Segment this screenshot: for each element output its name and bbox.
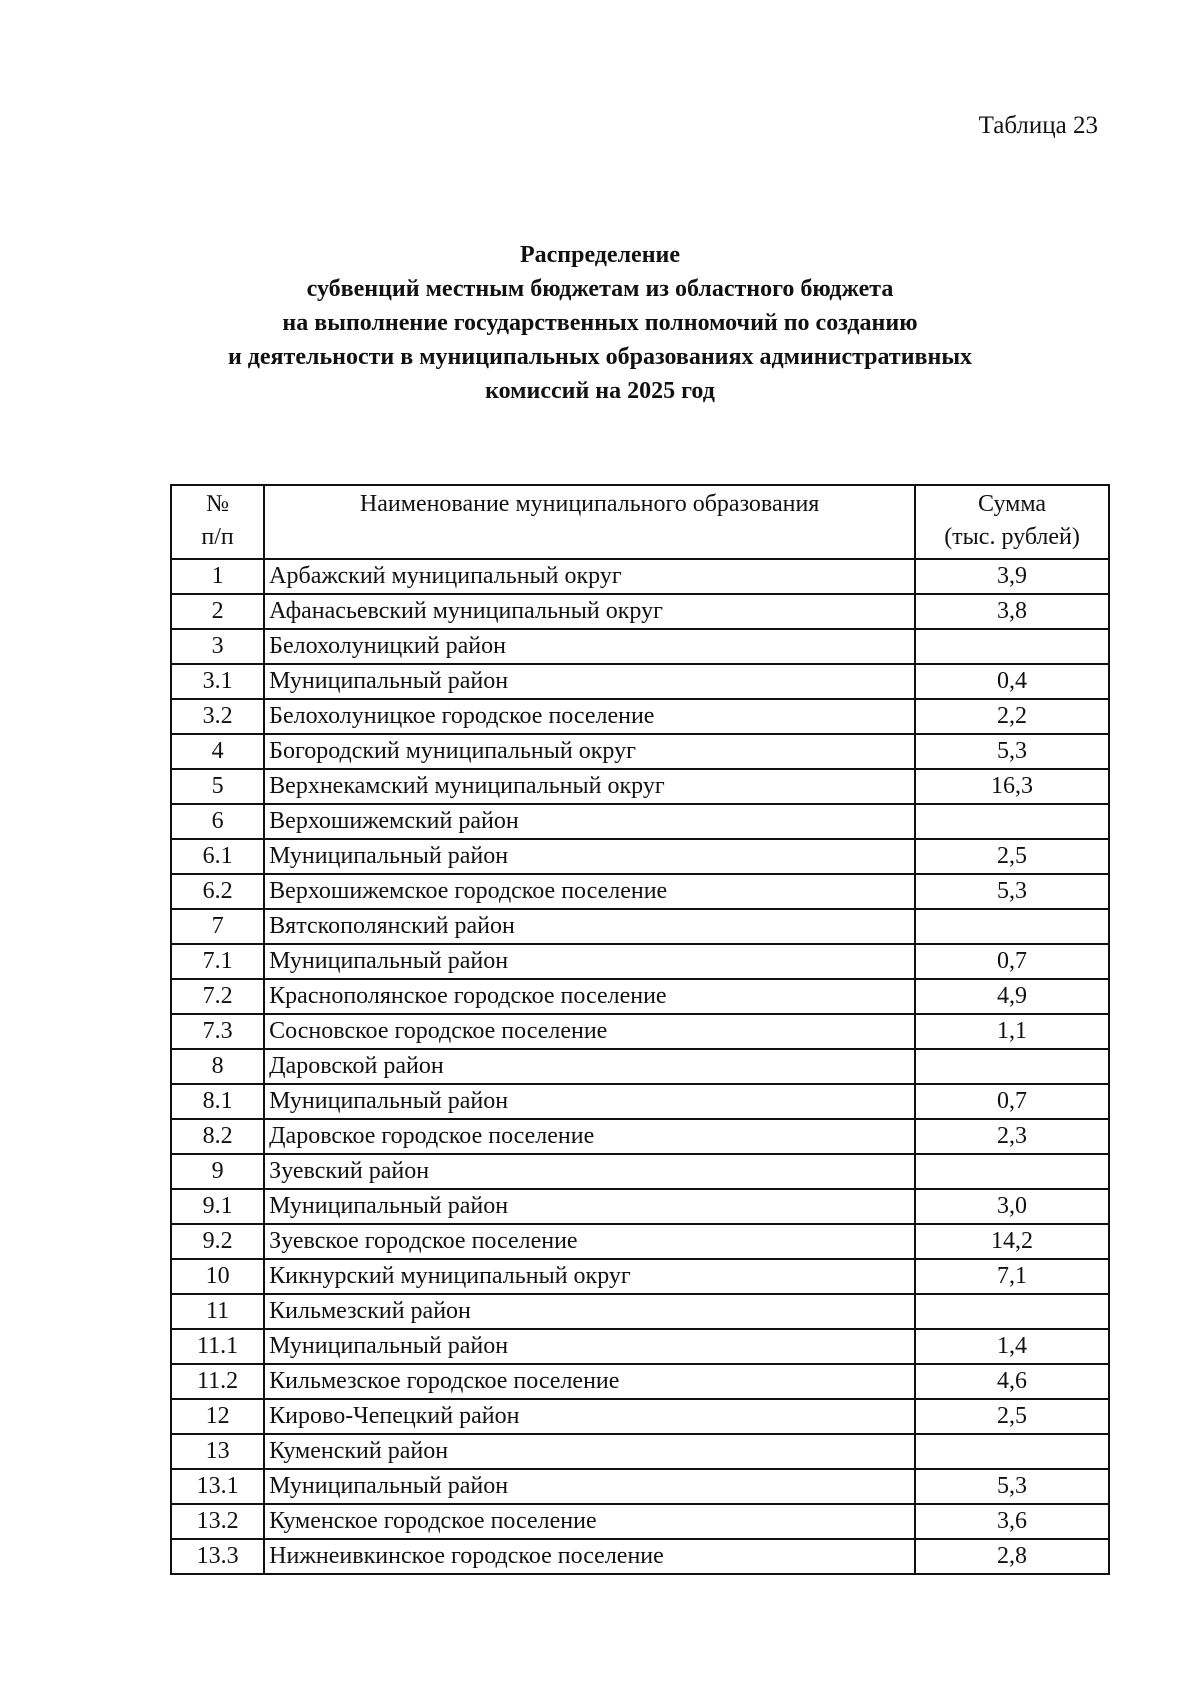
row-number: 9 <box>171 1154 264 1189</box>
table-row <box>171 1084 1109 1119</box>
table-row <box>171 1154 1109 1189</box>
row-sum: 1,4 <box>915 1329 1109 1364</box>
row-municipality-name: Кирово-Чепецкий район <box>264 1399 915 1434</box>
row-municipality-name: Верхошижемский район <box>264 804 915 839</box>
table-row <box>171 804 1109 839</box>
row-municipality-name: Арбажский муниципальный округ <box>264 559 915 594</box>
row-sum <box>915 804 1109 839</box>
table-row <box>171 734 1109 769</box>
row-number: 8.2 <box>171 1119 264 1154</box>
header-num-line2: п/п <box>201 524 234 550</box>
table-row <box>171 699 1109 734</box>
row-sum: 7,1 <box>915 1259 1109 1294</box>
row-number: 4 <box>171 734 264 769</box>
row-municipality-name: Муниципальный район <box>264 1469 915 1504</box>
row-number: 11.1 <box>171 1329 264 1364</box>
header-sum <box>915 485 1109 559</box>
row-municipality-name: Краснополянское городское поселение <box>264 979 915 1014</box>
row-sum <box>915 1154 1109 1189</box>
row-municipality-name: Вятскополянский район <box>264 909 915 944</box>
row-number: 13.1 <box>171 1469 264 1504</box>
row-sum: 3,0 <box>915 1189 1109 1224</box>
row-number: 11.2 <box>171 1364 264 1399</box>
table-row <box>171 769 1109 804</box>
row-number: 2 <box>171 594 264 629</box>
title-line: на выполнение государственных полномочий по созданию <box>282 310 918 336</box>
row-municipality-name: Муниципальный район <box>264 944 915 979</box>
row-number: 3 <box>171 629 264 664</box>
table-row <box>171 1364 1109 1399</box>
row-number: 1 <box>171 559 264 594</box>
row-number: 13.2 <box>171 1504 264 1539</box>
row-number: 9.1 <box>171 1189 264 1224</box>
table-row <box>171 839 1109 874</box>
row-municipality-name: Белохолуницкий район <box>264 629 915 664</box>
row-municipality-name: Муниципальный район <box>264 1189 915 1224</box>
title-line: комиссий на 2025 год <box>485 378 715 404</box>
row-municipality-name: Кильмезский район <box>264 1294 915 1329</box>
table-row <box>171 1189 1109 1224</box>
table-header <box>171 485 1109 559</box>
row-municipality-name: Муниципальный район <box>264 1084 915 1119</box>
row-sum <box>915 1049 1109 1084</box>
row-municipality-name: Даровское городское поселение <box>264 1119 915 1154</box>
table-row <box>171 1329 1109 1364</box>
document-title <box>0 238 1200 408</box>
row-municipality-name: Верхошижемское городское поселение <box>264 874 915 909</box>
row-number: 6.1 <box>171 839 264 874</box>
row-sum: 0,4 <box>915 664 1109 699</box>
row-number: 6 <box>171 804 264 839</box>
row-sum: 4,6 <box>915 1364 1109 1399</box>
row-sum: 5,3 <box>915 1469 1109 1504</box>
row-number: 13.3 <box>171 1539 264 1574</box>
row-municipality-name: Муниципальный район <box>264 664 915 699</box>
row-sum: 14,2 <box>915 1224 1109 1259</box>
table-row <box>171 1399 1109 1434</box>
row-sum: 4,9 <box>915 979 1109 1014</box>
row-number: 5 <box>171 769 264 804</box>
row-sum: 2,8 <box>915 1539 1109 1574</box>
row-sum: 2,2 <box>915 699 1109 734</box>
table-row <box>171 909 1109 944</box>
row-sum: 5,3 <box>915 734 1109 769</box>
row-municipality-name: Муниципальный район <box>264 1329 915 1364</box>
header-num <box>171 485 264 559</box>
table-row <box>171 874 1109 909</box>
row-number: 3.1 <box>171 664 264 699</box>
row-number: 7 <box>171 909 264 944</box>
table-row <box>171 629 1109 664</box>
title-line: и деятельности в муниципальных образованиях административных <box>227 344 973 370</box>
row-municipality-name: Кикнурский муниципальный округ <box>264 1259 915 1294</box>
row-number: 9.2 <box>171 1224 264 1259</box>
row-municipality-name: Афанасьевский муниципальный округ <box>264 594 915 629</box>
row-sum <box>915 629 1109 664</box>
row-sum <box>915 1294 1109 1329</box>
row-number: 3.2 <box>171 699 264 734</box>
table-row <box>171 1014 1109 1049</box>
row-municipality-name: Сосновское городское поселение <box>264 1014 915 1049</box>
row-number: 13 <box>171 1434 264 1469</box>
row-municipality-name: Белохолуницкое городское поселение <box>264 699 915 734</box>
row-municipality-name: Богородский муниципальный округ <box>264 734 915 769</box>
header-name: Наименование муниципального образования <box>264 485 915 559</box>
row-number: 7.1 <box>171 944 264 979</box>
header-sum-line1: Сумма <box>978 491 1047 517</box>
table-row <box>171 594 1109 629</box>
table-row <box>171 664 1109 699</box>
table-row <box>171 1119 1109 1154</box>
row-municipality-name: Зуевское городское поселение <box>264 1224 915 1259</box>
row-number: 7.3 <box>171 1014 264 1049</box>
table-row <box>171 1469 1109 1504</box>
header-num-line1: № <box>206 491 230 517</box>
row-sum: 2,3 <box>915 1119 1109 1154</box>
row-sum: 1,1 <box>915 1014 1109 1049</box>
table-row <box>171 1294 1109 1329</box>
row-sum: 0,7 <box>915 1084 1109 1119</box>
row-sum <box>915 1434 1109 1469</box>
table-row <box>171 1049 1109 1084</box>
row-municipality-name: Муниципальный район <box>264 839 915 874</box>
table-row <box>171 1434 1109 1469</box>
row-municipality-name: Верхнекамский муниципальный округ <box>264 769 915 804</box>
table-row <box>171 1224 1109 1259</box>
row-number: 8.1 <box>171 1084 264 1119</box>
row-municipality-name: Куменский район <box>264 1434 915 1469</box>
table-row <box>171 944 1109 979</box>
row-sum: 2,5 <box>915 1399 1109 1434</box>
row-municipality-name: Куменское городское поселение <box>264 1504 915 1539</box>
row-sum: 16,3 <box>915 769 1109 804</box>
row-number: 12 <box>171 1399 264 1434</box>
row-sum: 3,6 <box>915 1504 1109 1539</box>
row-municipality-name: Зуевский район <box>264 1154 915 1189</box>
row-municipality-name: Кильмезское городское поселение <box>264 1364 915 1399</box>
row-municipality-name: Даровской район <box>264 1049 915 1084</box>
row-sum: 3,9 <box>915 559 1109 594</box>
header-sum-line2: (тыс. рублей) <box>944 524 1080 550</box>
row-number: 7.2 <box>171 979 264 1014</box>
distribution-table <box>170 484 1110 1575</box>
table-body <box>171 559 1109 1574</box>
table-number-label: Таблица 23 <box>978 112 1098 139</box>
row-number: 11 <box>171 1294 264 1329</box>
row-sum: 2,5 <box>915 839 1109 874</box>
title-line: субвенций местным бюджетам из областного бюджета <box>306 276 894 302</box>
table-row <box>171 1539 1109 1574</box>
row-number: 8 <box>171 1049 264 1084</box>
row-sum <box>915 909 1109 944</box>
table-row <box>171 1259 1109 1294</box>
table-row <box>171 559 1109 594</box>
table-row <box>171 1504 1109 1539</box>
row-sum: 5,3 <box>915 874 1109 909</box>
table-row <box>171 979 1109 1014</box>
header-row <box>171 485 1109 559</box>
title-line: Распределение <box>519 242 681 268</box>
row-municipality-name: Нижнеивкинское городское поселение <box>264 1539 915 1574</box>
row-number: 6.2 <box>171 874 264 909</box>
row-number: 10 <box>171 1259 264 1294</box>
row-sum: 0,7 <box>915 944 1109 979</box>
row-sum: 3,8 <box>915 594 1109 629</box>
